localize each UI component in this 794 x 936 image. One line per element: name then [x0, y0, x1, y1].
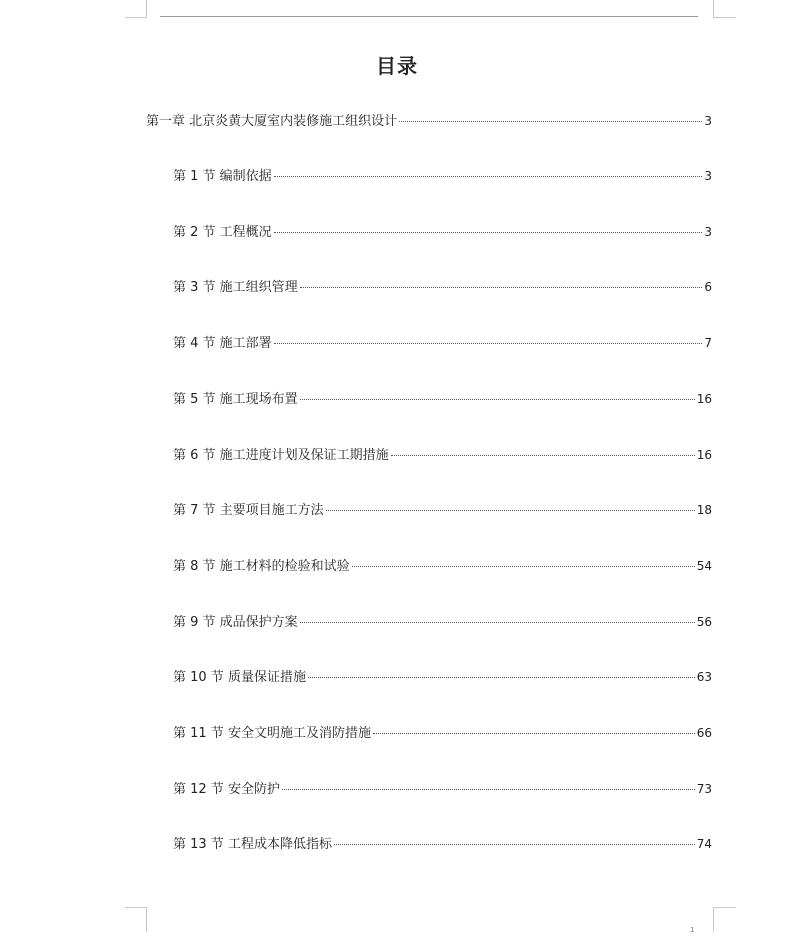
- dot-leader: [300, 287, 703, 288]
- crop-mark-top-left: [125, 0, 147, 18]
- toc-section-entry[interactable]: [173, 835, 712, 854]
- dot-leader: [352, 566, 695, 567]
- toc-entry-page: 66: [696, 726, 712, 740]
- toc-entry-page: 63: [696, 670, 712, 685]
- dot-leader: [274, 343, 703, 344]
- toc-entry-label: 第 7 节 主要项目施工方法: [173, 503, 324, 519]
- dot-leader: [399, 121, 702, 122]
- page-number-mark: 1: [690, 926, 695, 934]
- dot-leader: [300, 399, 695, 400]
- toc-entry-page: 3: [704, 114, 712, 128]
- toc-entry-page: 16: [696, 447, 712, 462]
- toc-section-entry[interactable]: [173, 223, 712, 242]
- toc-section-entry[interactable]: [173, 724, 712, 743]
- toc-entry-label: 第 5 节 施工现场布置: [173, 391, 298, 407]
- toc-entry-label: 第 4 节 施工部署: [173, 336, 272, 352]
- toc-section-entry[interactable]: [173, 501, 712, 520]
- toc-entry-label: 第 12 节 安全防护: [173, 781, 280, 797]
- toc-entry-page: 73: [696, 781, 712, 796]
- toc-entry-label: 第 9 节 成品保护方案: [173, 614, 298, 630]
- crop-mark-top-right: [713, 0, 736, 18]
- toc-entry-label: 第 6 节 施工进度计划及保证工期措施: [173, 447, 389, 463]
- header-rule: [160, 16, 698, 17]
- toc-entry-label: 第一章 北京炎黄大厦室内装修施工组织设计: [146, 114, 398, 129]
- toc-entry-label: 第 3 节 施工组织管理: [173, 280, 298, 296]
- toc-section-entry[interactable]: [173, 613, 712, 632]
- dot-leader: [373, 733, 695, 734]
- toc-entry-label: 第 10 节 质量保证措施: [173, 670, 306, 686]
- dot-leader: [334, 844, 695, 845]
- toc-title: 目录: [376, 54, 418, 78]
- toc-entry-page: 16: [696, 391, 712, 406]
- dot-leader: [282, 789, 695, 790]
- toc-entry-label: 第 8 节 施工材料的检验和试验: [173, 558, 350, 574]
- toc-section-entry[interactable]: [173, 390, 712, 409]
- toc-section-entry[interactable]: [173, 278, 712, 297]
- dot-leader: [391, 455, 695, 456]
- dot-leader: [300, 622, 695, 623]
- dot-leader: [326, 510, 695, 511]
- toc-entry-label: 第 1 节 编制依据: [173, 169, 272, 184]
- toc-entry-page: 3: [704, 224, 712, 239]
- dot-leader: [274, 176, 703, 177]
- toc-section-entry[interactable]: [173, 668, 712, 687]
- toc-entry-label: 第 2 节 工程概况: [173, 224, 272, 240]
- toc-section-entry[interactable]: [173, 446, 712, 465]
- dot-leader: [274, 232, 703, 233]
- toc-section-entry[interactable]: [173, 557, 712, 576]
- toc-entry-page: 18: [696, 503, 712, 518]
- toc-chapter-entry[interactable]: [146, 112, 712, 131]
- toc-entry-page: 74: [696, 837, 712, 852]
- toc-section-entry[interactable]: [173, 780, 712, 799]
- toc-entry-label: 第 13 节 工程成本降低指标: [173, 837, 332, 853]
- toc-section-entry[interactable]: [173, 334, 712, 353]
- toc-entry-page: 56: [696, 614, 712, 629]
- dot-leader: [308, 677, 695, 678]
- toc-entry-label: 第 11 节 安全文明施工及消防措施: [173, 726, 371, 741]
- toc-entry-page: 3: [704, 169, 712, 183]
- crop-mark-bottom-left: [125, 907, 147, 932]
- toc-entry-page: 7: [704, 336, 712, 351]
- toc-entry-page: 6: [704, 280, 712, 295]
- crop-mark-bottom-right: [713, 907, 736, 932]
- toc-entry-page: 54: [696, 558, 712, 573]
- toc-section-entry[interactable]: [173, 167, 712, 186]
